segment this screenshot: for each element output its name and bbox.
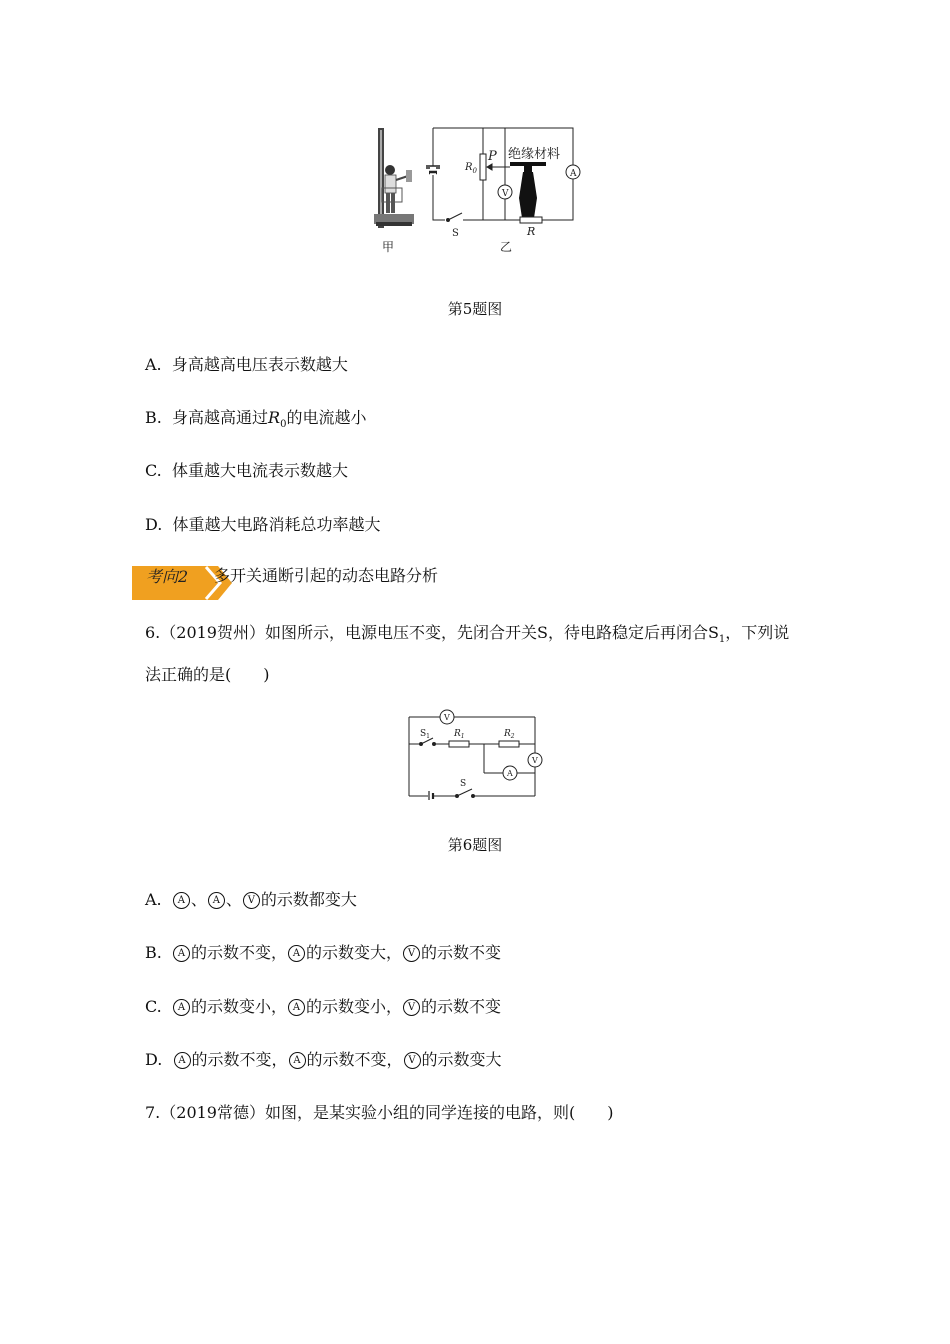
fig5-label-yi: 乙: [500, 240, 513, 254]
fig5-label-s: S: [452, 228, 459, 239]
q5-option-a: A. 身高越高电压表示数越大: [145, 355, 348, 374]
q6-option-c: C. A 的示数变小， A 的示数变小， V 的示数不变: [145, 997, 501, 1016]
fig5-label-p: P: [488, 149, 497, 164]
q6-option-d: D. A 的示数不变， A 的示数不变， V 的示数变大: [145, 1050, 502, 1069]
figure-5: [360, 118, 590, 263]
fig5-label-insulation: 绝缘材料: [508, 147, 561, 162]
voltmeter-icon: V: [403, 999, 420, 1016]
section-title: 多开关通断引起的动态电路分析: [214, 566, 439, 585]
q6-stem-line2: 法正确的是( ): [145, 665, 270, 684]
q6-option-b: B. A 的示数不变， A 的示数变大， V 的示数不变: [145, 943, 502, 962]
fig5-caption: 第5题图: [447, 300, 503, 318]
ammeter-icon: A: [173, 892, 190, 909]
fig6-caption: 第6题图: [447, 836, 503, 854]
fig6-label-v-top: V: [444, 713, 450, 722]
fig6-label-s1: $S_1$: [420, 729, 430, 740]
q5-option-b: B. 身高越高通过$R_0$的电流越小: [145, 408, 367, 431]
q6-option-a: A. A 、 A 、 V 的示数都变大: [145, 890, 357, 909]
figure-6: [400, 708, 550, 800]
ammeter-icon: A: [208, 892, 225, 909]
fig6-label-s: S: [460, 779, 467, 789]
person-on-scale-illustration: [374, 128, 414, 228]
ammeter-icon: A: [173, 999, 190, 1016]
fig6-label-r2: $R_2$: [504, 729, 515, 740]
q7-stem: 7.（2019常德）如图，是某实验小组的同学连接的电路，则( ): [145, 1103, 614, 1122]
fig6-label-a: A: [507, 769, 513, 778]
fig5-label-a: A: [570, 169, 577, 179]
q6-stem-line1: 6.（2019贺州）如图所示，电源电压不变，先闭合开关S，待电路稳定后再闭合$S_1$，下列说: [145, 623, 790, 646]
ammeter-icon: A: [173, 945, 190, 962]
q5-option-d: D. 体重越大电路消耗总功率越大: [145, 515, 381, 534]
fig5-label-jia: 甲: [382, 240, 395, 254]
fig6-label-v-right: V: [532, 756, 538, 765]
q5-option-c: C. 体重越大电流表示数越大: [145, 461, 348, 480]
fig5-label-v: V: [502, 189, 509, 199]
section-tag: 考向2: [146, 567, 189, 586]
ammeter-icon: A: [289, 1052, 306, 1069]
voltmeter-icon: V: [243, 892, 260, 909]
voltmeter-icon: V: [404, 1052, 421, 1069]
fig6-label-r1: $R_1$: [454, 729, 465, 740]
fig5-label-r: R: [527, 225, 536, 238]
circuit-diagram-yi: [426, 128, 580, 223]
fig5-label-r0: $R_0$: [465, 162, 477, 175]
voltmeter-icon: V: [403, 945, 420, 962]
ammeter-icon: A: [174, 1052, 191, 1069]
ammeter-icon: A: [288, 999, 305, 1016]
ammeter-icon: A: [288, 945, 305, 962]
